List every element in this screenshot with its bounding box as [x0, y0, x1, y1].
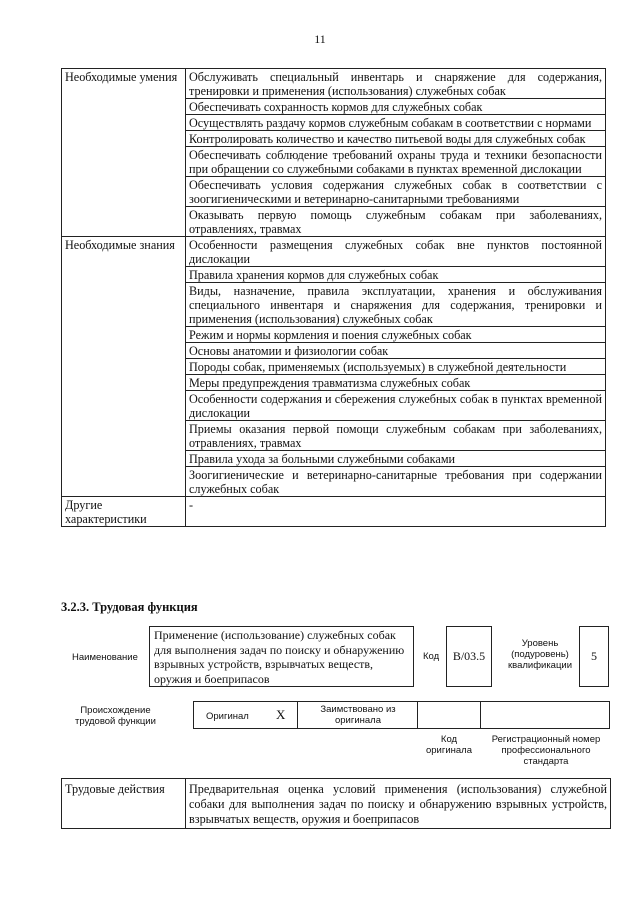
- table-row: [62, 375, 606, 391]
- table-row: [62, 177, 606, 207]
- row-value: Породы собак, применяемых (используемых) в служебной деятельности: [186, 359, 606, 375]
- labor-actions-text: Предварительная оценка условий применения (использования) служебной собаки для выполнения задач по поиску и обнаружению взрывных устройств, взрывчатых веществ, оружия и боеприпасов: [186, 779, 611, 829]
- table-row: [62, 131, 606, 147]
- row-label: [62, 327, 186, 343]
- table-row: [62, 451, 606, 467]
- row-label: [62, 375, 186, 391]
- borrowed-label: Заимствовано из оригинала: [320, 704, 396, 726]
- labor-actions-label: Трудовые действия: [62, 779, 186, 829]
- function-level-box: 5: [579, 626, 609, 687]
- table-row: [62, 267, 606, 283]
- borrowed-cell: [297, 701, 417, 729]
- section-heading: 3.2.3. Трудовая функция: [61, 600, 198, 614]
- table-row: [62, 359, 606, 375]
- table-row: [62, 69, 606, 99]
- row-label: [62, 359, 186, 375]
- table-row: [62, 207, 606, 237]
- table-row: [62, 327, 606, 343]
- row-value: Виды, назначение, правила эксплуатации, хранения и обслуживания специального инвентаря и снаряжения для содержания, тренировки и применения (использования) служебных собак: [186, 283, 606, 327]
- reg-number-label: Регистрационный номер профессионального стандарта: [491, 734, 601, 767]
- competencies-table-body: [62, 69, 606, 527]
- row-value: Приемы оказания первой помощи служебным собакам при заболеваниях, отравлениях, травмах: [186, 421, 606, 451]
- row-value: Обеспечивать условия содержания служебных собак в соответствии с зоогигиеническими и ветеринарно-санитарными требованиями: [186, 177, 606, 207]
- row-label: [62, 451, 186, 467]
- original-label: Оригинал: [206, 711, 249, 722]
- table-row: [62, 421, 606, 451]
- table-row: [62, 343, 606, 359]
- row-value: Оказывать первую помощь служебным собакам при заболеваниях, отравлениях, травмах: [186, 207, 606, 237]
- row-value: Обеспечивать сохранность кормов для служебных собак: [186, 99, 606, 115]
- row-value: -: [186, 497, 606, 527]
- row-label: [62, 99, 186, 115]
- row-label: [62, 147, 186, 177]
- competencies-table: [61, 68, 606, 527]
- row-value: Основы анатомии и физиологии собак: [186, 343, 606, 359]
- labor-actions-row: [62, 779, 611, 829]
- table-row: [62, 283, 606, 327]
- row-label: [62, 115, 186, 131]
- row-value: Режим и нормы кормления и поения служебных собак: [186, 327, 606, 343]
- row-label: [62, 131, 186, 147]
- labor-actions-table: [61, 778, 611, 829]
- name-label: Наименование: [72, 652, 138, 663]
- table-row: [62, 147, 606, 177]
- table-row: [62, 237, 606, 267]
- row-value: Осуществлять раздачу кормов служебным собакам в соответствии с нормами: [186, 115, 606, 131]
- table-row: [62, 467, 606, 497]
- row-label: Необходимые умения: [62, 69, 186, 99]
- row-label: [62, 391, 186, 421]
- table-row: [62, 497, 606, 527]
- row-value: Особенности размещения служебных собак вне пунктов постоянной дислокации: [186, 237, 606, 267]
- function-code-box: B/03.5: [446, 626, 492, 687]
- table-row: [62, 115, 606, 131]
- row-value: Обслуживать специальный инвентарь и снаряжение для содержания, тренировки и применения (использования) служебных собак: [186, 69, 606, 99]
- row-label: [62, 207, 186, 237]
- function-name-box: Применение (использование) служебных собак для выполнения задач по поиску и обнаружению взрывных устройств, взрывчатых веществ, оружия и боеприпасов: [149, 626, 414, 687]
- reg-number-cell: [480, 701, 610, 729]
- row-label: Необходимые знания: [62, 237, 186, 267]
- code-label: Код: [423, 651, 440, 662]
- original-mark: X: [276, 707, 286, 722]
- row-value: Контролировать количество и качество питьевой воды для служебных собак: [186, 131, 606, 147]
- row-value: Зоогигиенические и ветеринарно-санитарные требования при содержании служебных собак: [186, 467, 606, 497]
- origin-label: Происхождение трудовой функции: [75, 705, 156, 727]
- code-original-label: Код оригинала: [425, 734, 472, 756]
- table-row: [62, 391, 606, 421]
- row-label: [62, 467, 186, 497]
- row-label: [62, 177, 186, 207]
- row-value: Правила хранения кормов для служебных собак: [186, 267, 606, 283]
- page-number: 11: [314, 32, 326, 46]
- table-row: [62, 99, 606, 115]
- code-original-cell: [417, 701, 480, 729]
- row-label: [62, 283, 186, 327]
- row-value: Обеспечивать соблюдение требований охраны труда и техники безопасности при обращении со служебными собаками в пунктах временной дислокации: [186, 147, 606, 177]
- level-label: Уровень (подуровень) квалификации: [507, 638, 573, 671]
- row-label: [62, 343, 186, 359]
- row-label: [62, 421, 186, 451]
- row-value: Правила ухода за больными служебными собаками: [186, 451, 606, 467]
- row-value: Меры предупреждения травматизма служебных собак: [186, 375, 606, 391]
- row-label: Другие характеристики: [62, 497, 186, 527]
- row-label: [62, 267, 186, 283]
- original-cell: [193, 701, 297, 729]
- row-value: Особенности содержания и сбережения служебных собак в пунктах временной дислокации: [186, 391, 606, 421]
